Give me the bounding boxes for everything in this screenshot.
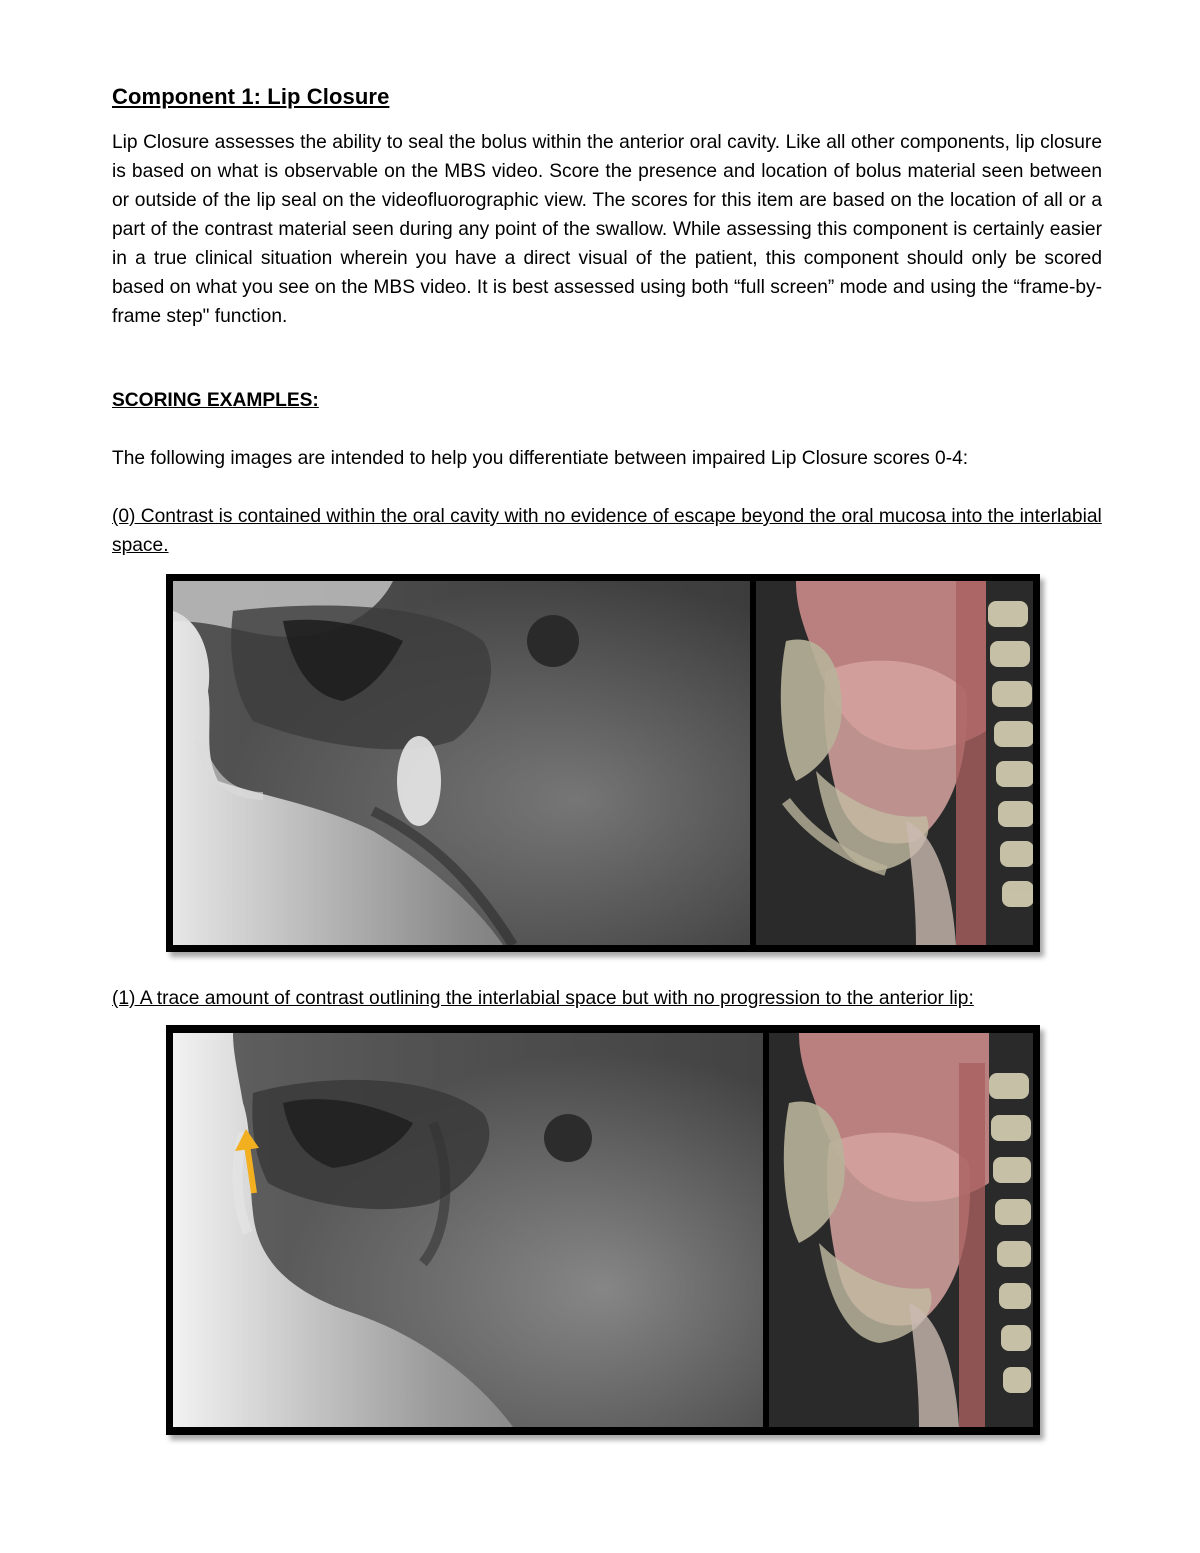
score-0-caption: (0) Contrast is contained within the oral cavity with no evidence of escape beyond the oral mucosa into the interlabial space. xyxy=(112,506,1102,556)
xray-image xyxy=(173,1033,763,1427)
xray-image xyxy=(173,581,750,945)
page-title: Component 1: Lip Closure xyxy=(112,84,390,109)
description-paragraph: Lip Closure assesses the ability to seal the bolus within the anterior oral cavity. Like all other components, lip closure is based on what is observable on the MBS video. Score the presence and location of bolus material seen between or outside of the lip seal on the videofluorographic view. The scores for this item are based on the location of all or a part of the contrast material seen during any point of the swallow. While assessing this component is certainly easier in a true clinical situation wherein you have a direct visual of the patient, this component should only be scored based on what you see on the MBS video. It is best assessed using both “full screen” mode and using the “frame-by-frame step" function. xyxy=(112,132,1102,327)
anatomy-illustration xyxy=(756,581,1033,945)
score-0-figure xyxy=(166,574,1040,952)
anatomy-illustration xyxy=(769,1033,1033,1427)
score-1-figure xyxy=(166,1025,1040,1435)
scoring-examples-heading: SCORING EXAMPLES: xyxy=(112,390,319,411)
scoring-intro: The following images are intended to help you differentiate between impaired Lip Closure scores 0-4: xyxy=(112,448,969,469)
score-1-caption: (1) A trace amount of contrast outlining the interlabial space but with no progression to the anterior lip: xyxy=(112,988,974,1009)
